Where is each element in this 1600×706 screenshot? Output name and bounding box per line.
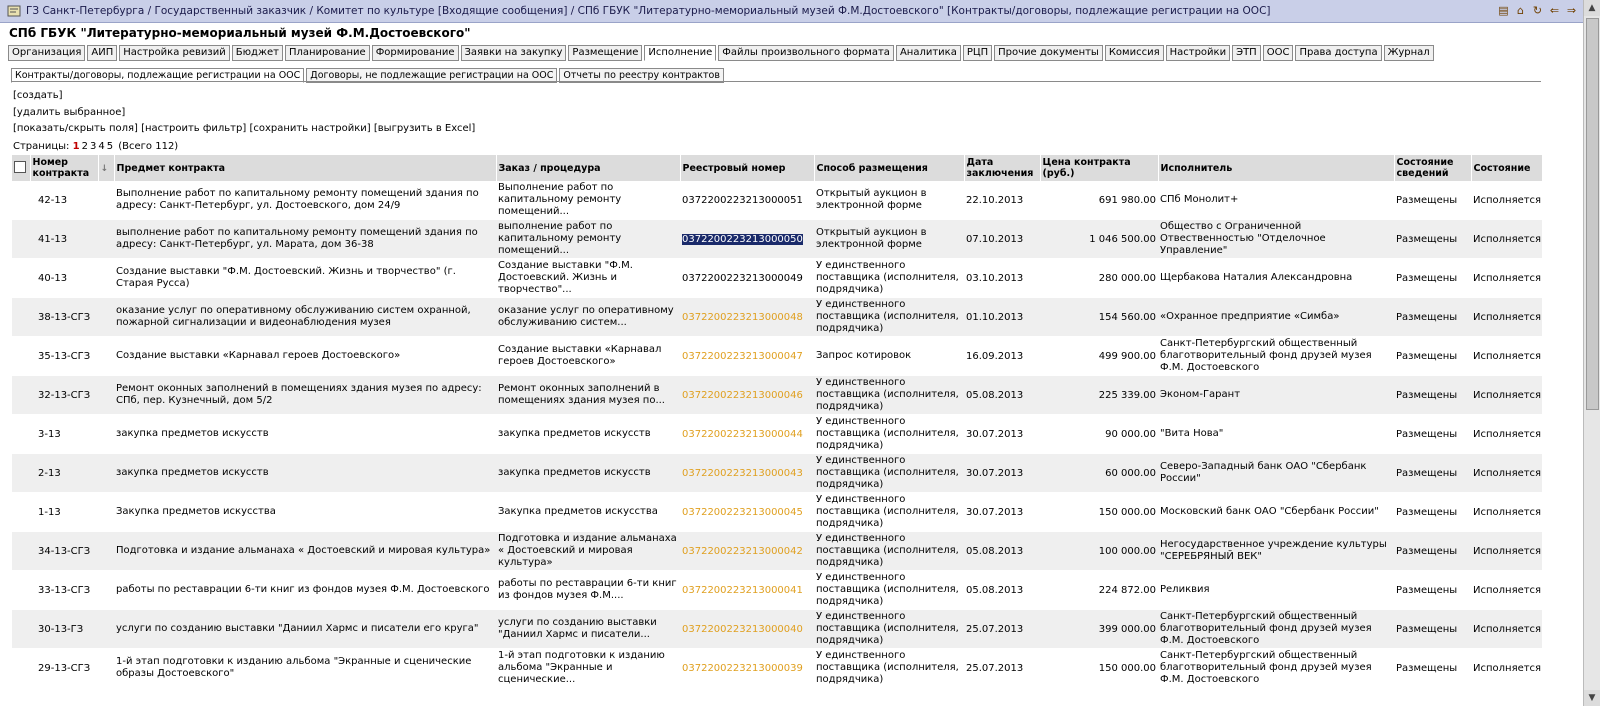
subject-text: Создание выставки «Карнавал героев Достоевского» [116, 350, 401, 361]
cell-info-state: Размещены [1394, 649, 1471, 688]
cell-number[interactable]: 35-13-СГЗ [30, 337, 114, 376]
cell-method [814, 610, 964, 649]
reg-number-link[interactable]: 0372200223213000039 [682, 662, 803, 674]
select-all-checkbox[interactable] [14, 161, 26, 173]
sort-arrow-icon[interactable]: ↓ [100, 163, 109, 174]
cell-state: Исполняется [1471, 415, 1542, 454]
cell-state: Исполняется [1471, 337, 1542, 376]
show-hide-fields-link[interactable]: [показать/скрыть поля] [13, 123, 138, 134]
cell-date: 05.08.2013 [964, 376, 1040, 415]
main-menu [8, 45, 1434, 61]
cell-executor [1158, 610, 1394, 649]
cell-price: 225 339.00 [1040, 376, 1158, 415]
cell-price: 60 000.00 [1040, 454, 1158, 493]
cell-method [814, 220, 964, 259]
cell-state: Исполняется [1471, 532, 1542, 571]
table-row[interactable] [12, 181, 1542, 220]
reg-number-link[interactable]: 0372200223213000049 [682, 272, 803, 284]
cell-subject [114, 337, 496, 376]
page-link[interactable]: 5 [106, 141, 114, 152]
cell-date: 03.10.2013 [964, 259, 1040, 298]
cell-number[interactable]: 41-13 [30, 220, 114, 259]
cell-executor [1158, 181, 1394, 220]
cell-executor [1158, 259, 1394, 298]
order-text: Создание выставки «Карнавал героев Достоевского» [498, 344, 662, 367]
order-text: услуги по созданию выставки "Даниил Хармс и писатели... [498, 617, 657, 640]
reg-number-link[interactable]: 0372200223213000047 [682, 350, 803, 362]
cell-reg-number [680, 649, 814, 688]
menu-tab[interactable]: ООС [1263, 45, 1294, 61]
reg-number-link[interactable]: 0372200223213000051 [682, 194, 803, 206]
cell-date: 30.07.2013 [964, 493, 1040, 532]
cell-reg-number [680, 532, 814, 571]
cell-number[interactable]: 42-13 [30, 181, 114, 220]
subject-text: Подготовка и издание альманаха « Достоевский и мировая культура» [116, 545, 491, 556]
cell-state: Исполняется [1471, 298, 1542, 337]
page-title: СПб ГБУК "Литературно-мемориальный музей Ф.М.Достоевского" [9, 26, 471, 40]
cell-info-state: Размещены [1394, 181, 1471, 220]
cell-date: 25.07.2013 [964, 610, 1040, 649]
executor-text: Северо-Западный банк ОАО "Сбербанк России" [1160, 461, 1367, 484]
executor-text: Негосударственное учреждение культуры "СЕРЕБРЯНЫЙ ВЕК" [1160, 539, 1387, 562]
cell-date: 25.07.2013 [964, 649, 1040, 688]
method-text: Запрос котировок [816, 350, 912, 361]
method-text: У единственного поставщика (исполнителя, подрядчика) [816, 650, 959, 685]
cell-date: 22.10.2013 [964, 181, 1040, 220]
action-tools-row [13, 123, 475, 134]
menu-tab[interactable]: Аналитика [896, 45, 961, 61]
menu-tab[interactable]: Журнал [1384, 45, 1434, 61]
order-text: Подготовка и издание альманаха « Достоевский и мировая культура» [498, 533, 677, 568]
table-row[interactable] [12, 220, 1542, 259]
cell-date: 05.08.2013 [964, 571, 1040, 610]
method-text: У единственного поставщика (исполнителя, подрядчика) [816, 377, 959, 412]
cell-price: 90 000.00 [1040, 415, 1158, 454]
cell-method [814, 259, 964, 298]
delete-selected-link[interactable]: [удалить выбранное] [13, 107, 126, 118]
subject-text: закупка предметов искусств [116, 428, 269, 439]
cell-subject [114, 493, 496, 532]
table-row[interactable] [12, 376, 1542, 415]
cell-info-state: Размещены [1394, 493, 1471, 532]
cell-method [814, 571, 964, 610]
subject-text: оказание услуг по оперативному обслуживанию систем охранной, пожарной сигнализации и видеонаблюдения музея [116, 305, 471, 328]
cell-price: 499 900.00 [1040, 337, 1158, 376]
cell-number[interactable]: 34-13-СГЗ [30, 532, 114, 571]
cell-info-state: Размещены [1394, 220, 1471, 259]
col-order[interactable]: Заказ / процедура [496, 155, 680, 181]
table-row[interactable] [12, 337, 1542, 376]
order-text: оказание услуг по оперативному обслуживанию систем... [498, 305, 674, 328]
reg-number-link[interactable]: 0372200223213000050 [682, 233, 803, 245]
menu-tab[interactable]: АИП [87, 45, 117, 61]
method-text: У единственного поставщика (исполнителя, подрядчика) [816, 455, 959, 490]
menu-tab[interactable]: Файлы произвольного формата [718, 45, 894, 61]
save-settings-link[interactable]: [сохранить настройки] [249, 123, 371, 134]
reg-number-link[interactable]: 0372200223213000042 [682, 545, 803, 557]
cell-date: 07.10.2013 [964, 220, 1040, 259]
subtab[interactable]: Договоры, не подлежащие регистрации на ООС [306, 68, 557, 83]
menu-tab[interactable]: Размещение [568, 45, 642, 61]
cell-subject [114, 220, 496, 259]
home-icon[interactable]: ⌂ [1517, 4, 1524, 17]
select-all-header [12, 155, 30, 181]
order-text: закупка предметов искусств [498, 428, 651, 439]
cell-subject [114, 298, 496, 337]
cell-method [814, 649, 964, 688]
cell-info-state: Размещены [1394, 610, 1471, 649]
reg-number-link[interactable]: 0372200223213000046 [682, 389, 803, 401]
row-select-cell [12, 532, 30, 571]
row-select-cell [12, 493, 30, 532]
cell-price: 154 560.00 [1040, 298, 1158, 337]
back-icon[interactable]: ⇐ [1549, 4, 1560, 17]
menu-tab[interactable]: Права доступа [1295, 45, 1381, 61]
cell-order [496, 493, 680, 532]
vertical-scrollbar[interactable] [1583, 0, 1600, 706]
cell-reg-number [680, 181, 814, 220]
cell-state: Исполняется [1471, 571, 1542, 610]
cell-subject [114, 181, 496, 220]
cell-order [496, 376, 680, 415]
cell-subject [114, 454, 496, 493]
executor-text: «Охранное предприятие «Симба» [1160, 311, 1340, 322]
col-method[interactable]: Способ размещения [814, 155, 964, 181]
cell-number[interactable]: 30-13-ГЗ [30, 610, 114, 649]
subject-text: Закупка предметов искусства [116, 506, 276, 517]
cell-order [496, 415, 680, 454]
executor-text: СПб Монолит+ [1160, 194, 1239, 205]
cell-executor [1158, 649, 1394, 688]
cell-info-state: Размещены [1394, 571, 1471, 610]
reg-number-link[interactable]: 0372200223213000041 [682, 584, 803, 596]
cell-number[interactable]: 2-13 [30, 454, 114, 493]
subject-text: работы по реставрации 6-ти книг из фондов музея Ф.М. Достоевского [116, 584, 490, 595]
menu-tab[interactable]: Организация [8, 45, 85, 61]
order-text: Закупка предметов искусства [498, 506, 658, 517]
cell-state: Исполняется [1471, 181, 1542, 220]
action-delete-row [13, 107, 125, 118]
cell-method [814, 454, 964, 493]
cell-subject [114, 376, 496, 415]
menu-tab[interactable]: Комиссия [1105, 45, 1164, 61]
cell-subject [114, 649, 496, 688]
cell-order [496, 220, 680, 259]
executor-text: Эконом-Гарант [1160, 389, 1241, 400]
executor-text: Реликвия [1160, 584, 1210, 595]
col-price[interactable]: Цена контракта (руб.) [1040, 155, 1158, 181]
method-text: У единственного поставщика (исполнителя, подрядчика) [816, 299, 959, 334]
reg-number-link[interactable]: 0372200223213000040 [682, 623, 803, 635]
cell-state: Исполняется [1471, 454, 1542, 493]
cell-order [496, 571, 680, 610]
action-create-row [13, 90, 63, 101]
pagination [13, 141, 178, 152]
col-info-state[interactable]: Состояние сведений [1394, 155, 1471, 181]
cell-order [496, 532, 680, 571]
table-row[interactable] [12, 454, 1542, 493]
method-text: У единственного поставщика (исполнителя, подрядчика) [816, 533, 959, 568]
cell-subject [114, 571, 496, 610]
cell-state: Исполняется [1471, 649, 1542, 688]
subject-text: Выполнение работ по капитальному ремонту помещений здания по адресу: Санкт-Петербург, ул. Достоевского, дом 24/9 [116, 188, 479, 211]
subtab[interactable]: Контракты/договоры, подлежащие регистрации на ООС [11, 68, 304, 83]
col-state[interactable]: Состояние [1471, 155, 1542, 181]
export-excel-link[interactable]: [выгрузить в Excel] [373, 123, 476, 134]
order-text: Создание выставки "Ф.М. Достоевский. Жизнь и творчество"... [498, 260, 633, 295]
cell-info-state: Размещены [1394, 298, 1471, 337]
contracts-table [12, 155, 1543, 688]
cell-method [814, 376, 964, 415]
cell-price: 150 000.00 [1040, 493, 1158, 532]
page-link[interactable]: 2 [81, 141, 88, 152]
subtab[interactable]: Отчеты по реестру контрактов [559, 68, 724, 83]
menu-tab[interactable]: ЭТП [1232, 45, 1261, 61]
cell-info-state: Размещены [1394, 259, 1471, 298]
cell-executor [1158, 220, 1394, 259]
cell-reg-number [680, 337, 814, 376]
table-row[interactable] [12, 571, 1542, 610]
cell-reg-number [680, 454, 814, 493]
cell-number[interactable]: 3-13 [30, 415, 114, 454]
row-select-cell [12, 181, 30, 220]
scroll-down-icon[interactable]: ▼ [1584, 690, 1600, 706]
cell-info-state: Размещены [1394, 532, 1471, 571]
executor-text: Щербакова Наталия Александровна [1160, 272, 1353, 283]
order-text: выполнение работ по капитальному ремонту помещений... [498, 221, 622, 256]
tab-divider [11, 81, 1541, 82]
reg-number-link[interactable]: 0372200223213000043 [682, 467, 803, 479]
cell-order [496, 649, 680, 688]
pages-total: (Всего 112) [118, 141, 179, 152]
cell-price: 1 046 500.00 [1040, 220, 1158, 259]
cell-number[interactable]: 33-13-СГЗ [30, 571, 114, 610]
cell-executor [1158, 493, 1394, 532]
cell-info-state: Размещены [1394, 376, 1471, 415]
row-select-cell [12, 649, 30, 688]
col-date[interactable]: Дата заключения [964, 155, 1040, 181]
subject-text: закупка предметов искусств [116, 467, 269, 478]
row-select-cell [12, 454, 30, 493]
cell-number[interactable]: 40-13 [30, 259, 114, 298]
cell-date: 16.09.2013 [964, 337, 1040, 376]
reg-number-link[interactable]: 0372200223213000048 [682, 311, 803, 323]
executor-text: "Вита Нова" [1160, 428, 1224, 439]
subject-text: Создание выставки "Ф.М. Достоевский. Жизнь и творчество" (г. Старая Русса) [116, 266, 456, 289]
cell-price: 691 980.00 [1040, 181, 1158, 220]
subject-text: выполнение работ по капитальному ремонту помещений здания по адресу: Санкт-Петербург, ул. Марата, дом 36-38 [116, 227, 478, 250]
menu-tab[interactable]: Заявки на закупку [461, 45, 567, 61]
cell-executor [1158, 298, 1394, 337]
cell-date: 01.10.2013 [964, 298, 1040, 337]
reg-number-link[interactable]: 0372200223213000044 [682, 428, 803, 440]
cell-reg-number [680, 610, 814, 649]
page-link[interactable]: 1 [72, 141, 80, 152]
cell-subject [114, 415, 496, 454]
menu-tab[interactable]: Планирование [285, 45, 370, 61]
table-row[interactable] [12, 259, 1542, 298]
cell-state: Исполняется [1471, 493, 1542, 532]
cell-state: Исполняется [1471, 610, 1542, 649]
cell-executor [1158, 454, 1394, 493]
cell-info-state: Размещены [1394, 337, 1471, 376]
cell-number[interactable]: 32-13-СГЗ [30, 376, 114, 415]
cell-method [814, 181, 964, 220]
col-executor[interactable]: Исполнитель [1158, 155, 1394, 181]
cell-price: 150 000.00 [1040, 649, 1158, 688]
table-header [12, 155, 1542, 181]
scroll-up-icon[interactable]: ▲ [1584, 0, 1600, 16]
table-row[interactable] [12, 298, 1542, 337]
cell-method [814, 337, 964, 376]
folder-icon[interactable]: ▤ [1498, 4, 1509, 17]
cell-number[interactable]: 1-13 [30, 493, 114, 532]
cell-reg-number [680, 493, 814, 532]
menu-tab[interactable]: Настройка ревизий [119, 45, 230, 61]
cell-date: 30.07.2013 [964, 415, 1040, 454]
cell-method [814, 532, 964, 571]
subject-text: Ремонт оконных заполнений в помещениях здания музея по адресу: СПб, пер. Кузнечный, дом 5/2 [116, 383, 482, 406]
cell-method [814, 415, 964, 454]
executor-text: Санкт-Петербургский общественный благотворительный фонд друзей музея Ф.М. Достоевского [1160, 611, 1372, 646]
menu-tab[interactable]: Формирование [372, 45, 459, 61]
title-tools [1497, 4, 1578, 17]
method-text: У единственного поставщика (исполнителя, подрядчика) [816, 572, 959, 607]
sort-icon-cell [98, 155, 114, 181]
cell-reg-number [680, 376, 814, 415]
col-number[interactable]: Номер контракта [30, 155, 98, 181]
row-select-cell [12, 298, 30, 337]
cell-order [496, 337, 680, 376]
cell-number[interactable]: 29-13-СГЗ [30, 649, 114, 688]
breadcrumb: ГЗ Санкт-Петербурга / Государственный заказчик / Комитет по культуре [Входящие сообщения] / СПб ГБУК "Литературно-мемориальный музей Ф.М.Достоевского" [Контракты/договоры, подлежащие регистрации на ООС] [26, 5, 1271, 17]
menu-tab[interactable]: Исполнение [644, 45, 716, 61]
method-text: У единственного поставщика (исполнителя, подрядчика) [816, 416, 959, 451]
subject-text: 1-й этап подготовки к изданию альбома "Экранные и сценические образы Достоевского" [116, 656, 472, 679]
title-bar [0, 0, 1584, 23]
col-subject[interactable]: Предмет контракта [114, 155, 496, 181]
app-icon [7, 4, 21, 18]
page-link[interactable]: 3 [89, 141, 97, 152]
cell-executor [1158, 415, 1394, 454]
cell-state: Исполняется [1471, 259, 1542, 298]
table-row[interactable] [12, 532, 1542, 571]
table-row[interactable] [12, 649, 1542, 688]
cell-state: Исполняется [1471, 376, 1542, 415]
menu-tab[interactable]: Бюджет [232, 45, 283, 61]
cell-method [814, 493, 964, 532]
row-select-cell [12, 376, 30, 415]
cell-order [496, 259, 680, 298]
row-select-cell [12, 610, 30, 649]
cell-executor [1158, 532, 1394, 571]
cell-subject [114, 532, 496, 571]
table-row[interactable] [12, 610, 1542, 649]
cell-order [496, 181, 680, 220]
order-text: Выполнение работ по капитальному ремонту помещений... [498, 182, 622, 217]
row-select-cell [12, 337, 30, 376]
cell-reg-number [680, 259, 814, 298]
method-text: У единственного поставщика (исполнителя, подрядчика) [816, 260, 959, 295]
cell-info-state: Размещены [1394, 415, 1471, 454]
cell-price: 224 872.00 [1040, 571, 1158, 610]
col-reg-number[interactable]: Реестровый номер [680, 155, 814, 181]
cell-reg-number [680, 415, 814, 454]
cell-order [496, 610, 680, 649]
menu-tab[interactable]: Прочие документы [994, 45, 1103, 61]
cell-executor [1158, 376, 1394, 415]
method-text: Открытый аукцион в электронной форме [816, 227, 927, 250]
cell-price: 399 000.00 [1040, 610, 1158, 649]
method-text: Открытый аукцион в электронной форме [816, 188, 927, 211]
subject-text: услуги по созданию выставки "Даниил Хармс и писатели его круга" [116, 623, 479, 634]
cell-order [496, 298, 680, 337]
reg-number-link[interactable]: 0372200223213000045 [682, 506, 803, 518]
cell-number[interactable]: 38-13-СГЗ [30, 298, 114, 337]
executor-text: Общество с Ограниченной Отвественностью "Отделочное Управление" [1160, 221, 1326, 256]
cell-info-state: Размещены [1394, 454, 1471, 493]
menu-tab[interactable]: Настройки [1166, 45, 1230, 61]
order-text: работы по реставрации 6-ти книг из фондов музея Ф.М.... [498, 578, 677, 601]
order-text: 1-й этап подготовки к изданию альбома "Экранные и сценические... [498, 650, 665, 685]
executor-text: Санкт-Петербургский общественный благотворительный фонд друзей музея Ф.М. Достоевского [1160, 650, 1372, 685]
cell-reg-number [680, 571, 814, 610]
cell-subject [114, 259, 496, 298]
cell-state: Исполняется [1471, 220, 1542, 259]
row-select-cell [12, 415, 30, 454]
method-text: У единственного поставщика (исполнителя, подрядчика) [816, 494, 959, 529]
row-select-cell [12, 571, 30, 610]
executor-text: Санкт-Петербургский общественный благотворительный фонд друзей музея Ф.М. Достоевского [1160, 338, 1372, 373]
table-row[interactable] [12, 415, 1542, 454]
cell-order [496, 454, 680, 493]
menu-tab[interactable]: РЦП [963, 45, 992, 61]
forward-icon[interactable]: ⇒ [1566, 4, 1577, 17]
page-link[interactable]: 4 [98, 141, 105, 152]
cell-executor [1158, 337, 1394, 376]
order-text: закупка предметов искусств [498, 467, 651, 478]
cell-reg-number [680, 220, 814, 259]
executor-text: Московский банк ОАО "Сбербанк России" [1160, 506, 1379, 517]
cell-price: 280 000.00 [1040, 259, 1158, 298]
cell-executor [1158, 571, 1394, 610]
row-select-cell [12, 259, 30, 298]
cell-date: 30.07.2013 [964, 454, 1040, 493]
cell-method [814, 298, 964, 337]
refresh-icon[interactable]: ↻ [1532, 4, 1543, 17]
order-text: Ремонт оконных заполнений в помещениях здания музея по... [498, 383, 665, 406]
filter-link[interactable]: [настроить фильтр] [141, 123, 247, 134]
scroll-thumb[interactable] [1586, 18, 1599, 410]
method-text: У единственного поставщика (исполнителя, подрядчика) [816, 611, 959, 646]
table-row[interactable] [12, 493, 1542, 532]
cell-date: 05.08.2013 [964, 532, 1040, 571]
pages-label: Страницы: [13, 141, 70, 152]
cell-subject [114, 610, 496, 649]
create-link[interactable]: [создать] [13, 90, 63, 101]
cell-price: 100 000.00 [1040, 532, 1158, 571]
row-select-cell [12, 220, 30, 259]
cell-reg-number [680, 298, 814, 337]
